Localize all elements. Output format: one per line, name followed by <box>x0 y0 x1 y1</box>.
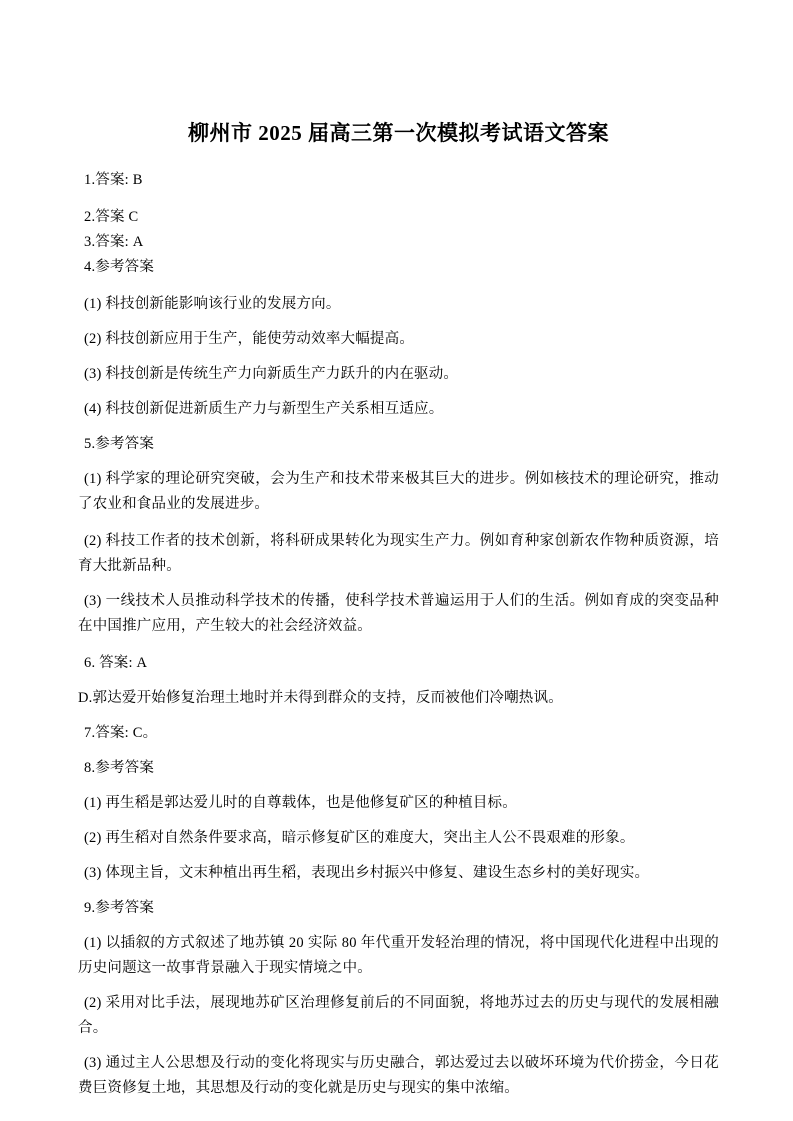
q4-point-2: (2) 科技创新应用于生产，能使劳动效率大幅提高。 <box>84 331 415 347</box>
q9-point-3: (3) 通过主人公思想及行动的变化将现实与历史融合，郭达爱过去以破坏环境为代价捞金，今日花费巨资修复土地，其思想及行动的变化就是历史与现实的集中浓缩。 <box>78 1055 719 1096</box>
q9-point-2: (2) 采用对比手法，展现地苏矿区治理修复前后的不同面貌，将地苏过去的历史与现代的发展相融合。 <box>78 995 719 1036</box>
q9-point-1: (1) 以插叙的方式叙述了地苏镇 20 实际 80 年代重开发轻治理的情况，将中国现代化进程中出现的历史问题这一故事背景融入于现实情境之中。 <box>78 935 719 976</box>
q5-point-1: (1) 科学家的理论研究突破，会为生产和技术带来极其巨大的进步。例如核技术的理论研究，推动了农业和食品业的发展进步。 <box>78 471 719 512</box>
heading-q8-reference-answer: 8.参考答案 <box>84 760 155 776</box>
heading-q5-reference-answer: 5.参考答案 <box>84 436 155 452</box>
answer-line-q3: 3.答案: A <box>84 234 144 250</box>
answer-line-q2: 2.答案 C <box>84 209 139 225</box>
q4-point-1: (1) 科技创新能影响该行业的发展方向。 <box>84 296 341 312</box>
answer-line-q6: 6. 答案: A <box>84 655 148 671</box>
q4-point-3: (3) 科技创新是传统生产力向新质生产力跃升的内在驱动。 <box>84 366 459 382</box>
q8-point-1: (1) 再生稻是郭达爱儿时的自尊载体，也是他修复矿区的种植目标。 <box>84 795 517 811</box>
q6-option-d-note: D.郭达爱开始修复治理土地时并未得到群众的支持，反而被他们冷嘲热讽。 <box>78 690 563 706</box>
q4-point-4: (4) 科技创新促进新质生产力与新型生产关系相互适应。 <box>84 401 444 417</box>
heading-q9-reference-answer: 9.参考答案 <box>84 900 155 916</box>
q5-point-2: (2) 科技工作者的技术创新，将科研成果转化为现实生产力。例如育种家创新农作物种质资源，培育大批新品种。 <box>78 533 719 574</box>
q8-point-2: (2) 再生稻对自然条件要求高，暗示修复矿区的难度大，突出主人公不畏艰难的形象。 <box>84 830 635 846</box>
document-title: 柳州市 2025 届高三第一次模拟考试语文答案 <box>188 121 609 145</box>
q8-point-3: (3) 体现主旨，文末种植出再生稻，表现出乡村振兴中修复、建设生态乡村的美好现实。 <box>84 865 650 881</box>
answer-line-q7: 7.答案: C。 <box>84 725 158 741</box>
q5-point-3: (3) 一线技术人员推动科学技术的传播，使科学技术普遍运用于人们的生活。例如育成的突变品种在中国推广应用，产生较大的社会经济效益。 <box>78 593 719 634</box>
answer-line-q1: 1.答案: B <box>84 172 143 188</box>
heading-q4-reference-answer: 4.参考答案 <box>84 259 155 275</box>
